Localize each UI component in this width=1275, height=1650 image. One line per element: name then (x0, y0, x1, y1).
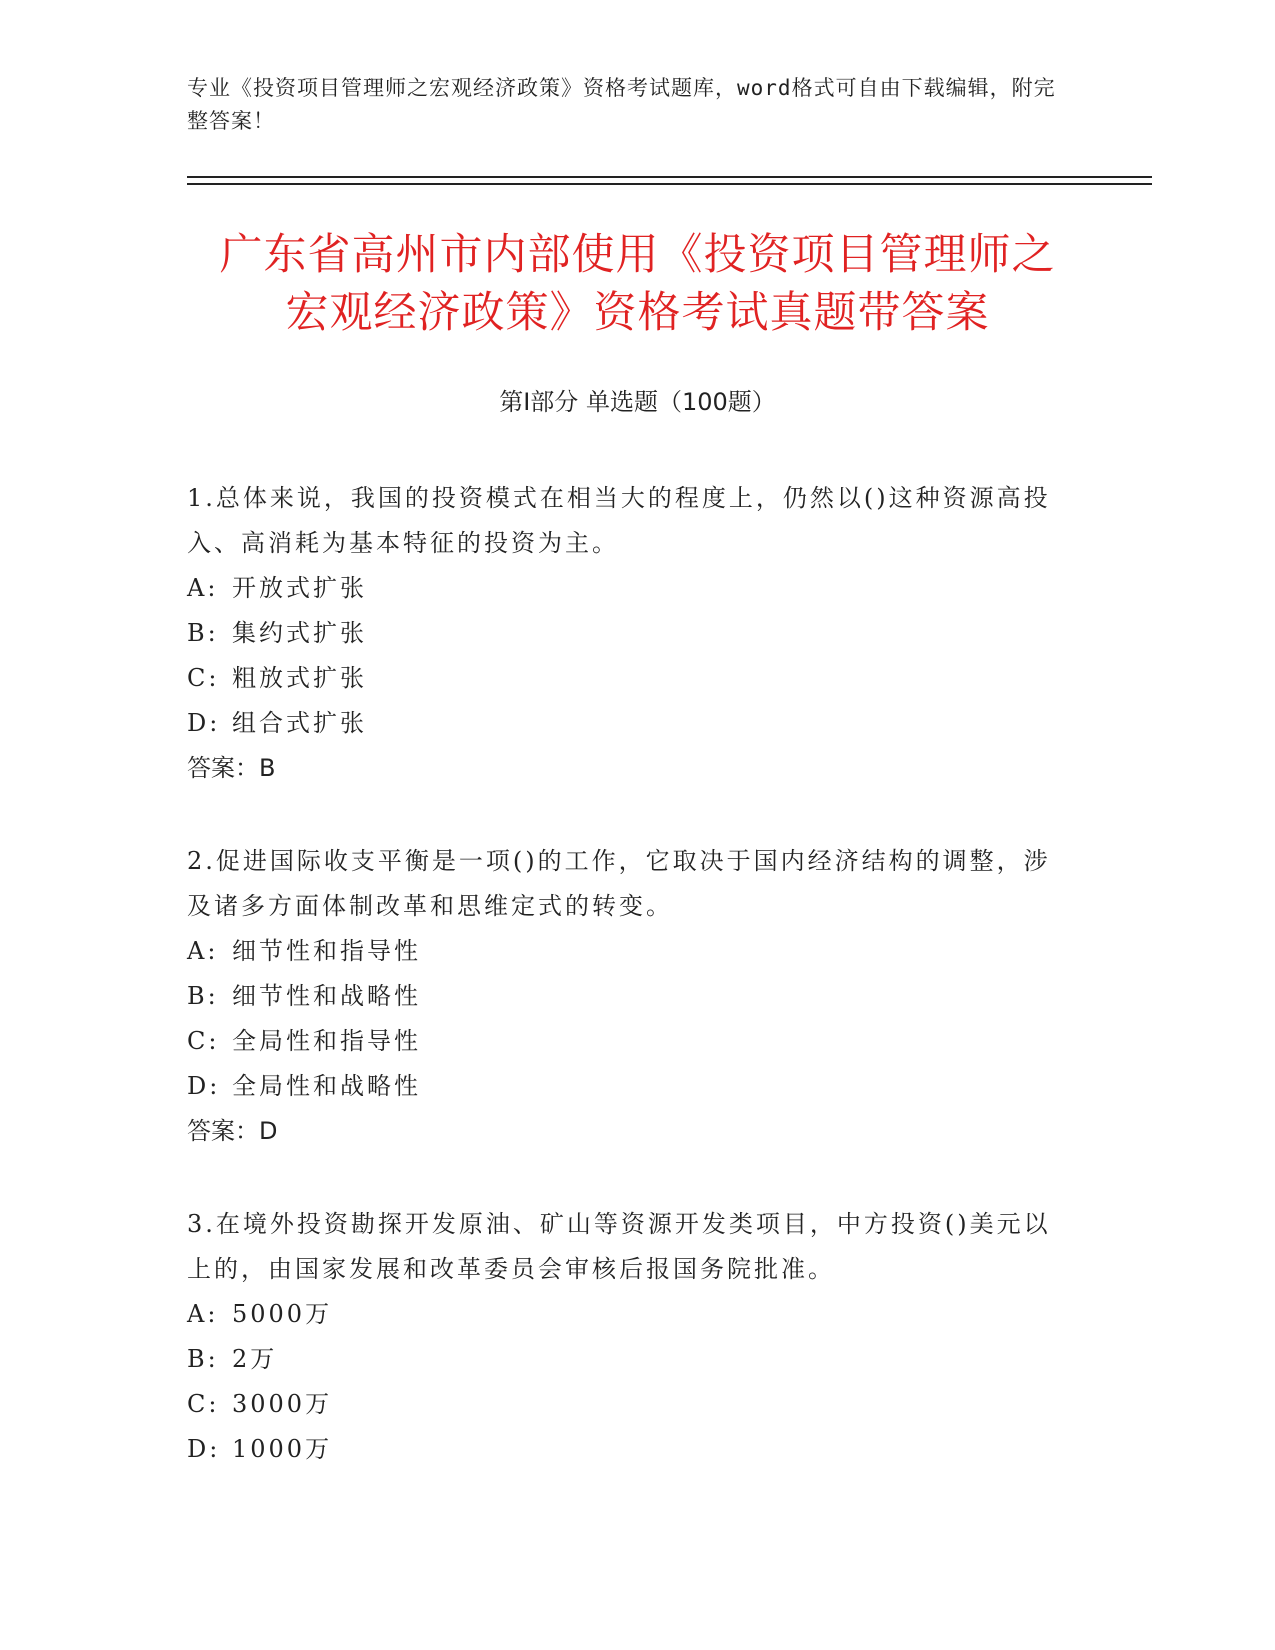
option-c (187, 1019, 1067, 1064)
option-text: 全局性和战略性 (232, 1072, 421, 1100)
question-stem: 3.在境外投资勘探开发原油、矿山等资源开发类项目，中方投资()美元以上的，由国家发展和改革委员会审核后报国务院批准。 (187, 1210, 1051, 1283)
option-a (187, 929, 1067, 974)
option-a (187, 1292, 1067, 1337)
option-letter: A: (187, 1300, 219, 1328)
option-letter: B: (187, 619, 219, 647)
option-c (187, 656, 1067, 701)
title-line: 宏观经济政策》资格考试真题带答案 (285, 288, 990, 338)
answer-line: 答案：D (187, 1117, 278, 1145)
title-line: 广东省高州市内部使用《投资项目管理师之 (219, 230, 1056, 280)
option-text: 全局性和指导性 (232, 1027, 421, 1055)
option-text: 细节性和指导性 (232, 937, 421, 965)
question-2 (187, 839, 1067, 1154)
answer-line: 答案：B (187, 754, 276, 782)
option-letter: A: (187, 937, 219, 965)
header-divider-top (187, 176, 1152, 178)
option-letter: A: (187, 574, 219, 602)
option-text: 2万 (232, 1345, 278, 1373)
option-b (187, 974, 1067, 1019)
section-heading: 第Ⅰ部分 单选题（100题） (499, 388, 776, 416)
option-text: 粗放式扩张 (232, 664, 367, 692)
option-text: 集约式扩张 (232, 619, 367, 647)
option-b (187, 1337, 1067, 1382)
option-letter: B: (187, 1345, 219, 1373)
option-text: 3000万 (232, 1390, 333, 1418)
option-text: 细节性和战略性 (232, 982, 421, 1010)
option-text: 1000万 (232, 1435, 333, 1463)
header-note: 专业《投资项目管理师之宏观经济政策》资格考试题库，word格式可自由下载编辑，附完整答案！ (187, 76, 1056, 133)
document-title (150, 226, 1125, 342)
question-stem: 2.促进国际收支平衡是一项()的工作，它取决于国内经济结构的调整，涉及诸多方面体制改革和思维定式的转变。 (187, 847, 1051, 920)
option-a (187, 566, 1067, 611)
option-text: 开放式扩张 (232, 574, 367, 602)
option-letter: D: (187, 709, 221, 737)
question-stem: 1.总体来说，我国的投资模式在相当大的程度上，仍然以()这种资源高投入、高消耗为基本特征的投资为主。 (187, 484, 1051, 557)
option-text: 5000万 (232, 1300, 333, 1328)
option-b (187, 611, 1067, 656)
option-letter: B: (187, 982, 219, 1010)
option-d (187, 1427, 1067, 1472)
option-d (187, 701, 1067, 746)
option-d (187, 1064, 1067, 1109)
option-letter: C: (187, 1027, 220, 1055)
option-letter: C: (187, 664, 220, 692)
option-text: 组合式扩张 (232, 709, 367, 737)
option-letter: C: (187, 1390, 220, 1418)
question-1 (187, 476, 1067, 791)
header-divider-bottom (187, 183, 1152, 185)
option-letter: D: (187, 1072, 221, 1100)
option-c (187, 1382, 1067, 1427)
option-letter: D: (187, 1435, 221, 1463)
question-3 (187, 1202, 1067, 1472)
